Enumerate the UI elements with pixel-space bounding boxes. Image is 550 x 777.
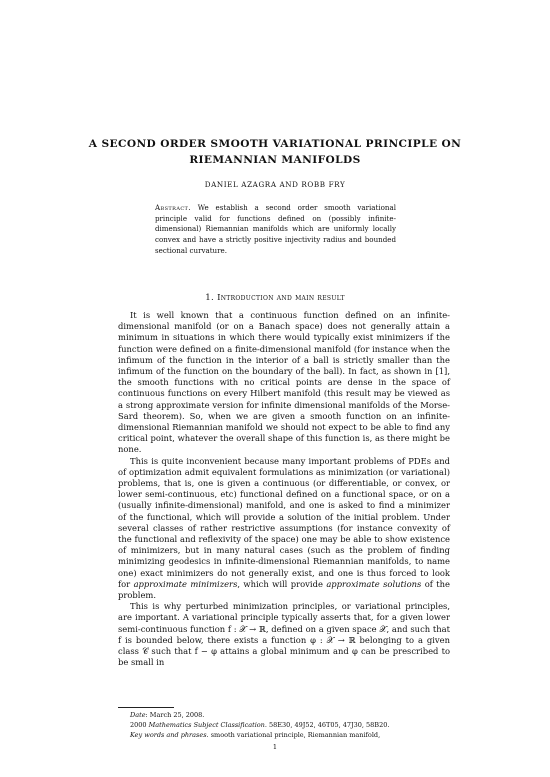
- footnote-msc-year: 2000: [130, 721, 147, 729]
- footnote-date: [118, 711, 450, 720]
- footnote-rule: [118, 707, 174, 708]
- footnote-keywords-value: smooth variational principle, Riemannian manifold,: [210, 731, 381, 739]
- footnote-msc: [118, 721, 450, 730]
- paragraph-2-emphasis-2: approximate solutions: [326, 578, 422, 589]
- footnote-date-value: : March 25, 2008.: [145, 711, 205, 719]
- authors: DANIEL AZAGRA AND ROBB FRY: [204, 180, 346, 189]
- paragraph-2-text-a: This is quite inconvenient because many important problems of PDEs and of optimization admit equivalent formulations as minimization (or variational) problems, that is, one is given a continuous (or differentiable, or convex, or lower semi-continuous, etc) functional defined on a functional space, or on a (usually infinite-dimensional) manifold, and one is asked to find a minimizer of the functional, which will provide a solution of the initial problem. Under several classes of rather restrictive assumptions (for instance convexity of the functional and reflexivity of the space) one may be able to show existence of minimizers, but in many natural cases (such as the problem of finding minimizing geodesics in infinite-dimensional Riemannian manifolds, to name one) exact minimizers do not generally exist, and one is thus forced to look for: [118, 455, 450, 589]
- paragraph-1: It is well known that a continuous function defined on an infinite-dimensional manifold (or on a Banach space) does not generally attain a minimum in situations in which there would typically exist minimizers if the function were defined on a finite-dimensional manifold (for instance when the infimum of the function in the interior of a ball is strictly smaller than the infimum of the function on the boundary of the ball). In fact, as shown in [1], the smooth functions with no critical points are dense in the space of continuous functions on every Hilbert manifold (this result may be viewed as a strong approximate version for infinite dimensional manifolds of the Morse-Sard theorem). So, when we are given a smooth function on an infinite-dimensional Riemannian manifold we should not expect to be able to find any critical point, whatever the overall shape of this function is, as there might be none.: [118, 310, 450, 455]
- paragraph-2-text-c: of the problem.: [118, 578, 450, 601]
- section-number: 1.: [205, 293, 215, 303]
- title-line-1: A SECOND ORDER SMOOTH VARIATIONAL PRINCIPLE ON: [88, 138, 462, 150]
- abstract-label: Abstract.: [155, 203, 191, 212]
- footnote-date-label: Date: [130, 711, 146, 719]
- section-heading: [60, 293, 490, 303]
- paragraph-2-text-b: , which will provide: [237, 578, 323, 589]
- paragraph-2-emphasis-1: approximate minimizers: [133, 578, 238, 589]
- paper-title: [60, 136, 490, 168]
- paragraph-3: This is why perturbed minimization principles, or variational principles, are important. A variational principle typically asserts that, for a given lower semi-continuous function f : 𝒳 → ℝ, defined on a given space 𝒳, and such that f is bounded below, there exists a function φ : 𝒳 → ℝ belonging to a given class 𝒞 such that f − φ attains a global minimum and φ can be prescribed to be small in: [118, 601, 450, 668]
- abstract: [155, 203, 396, 257]
- footnote-msc-label: Mathematics Subject Classification.: [148, 721, 267, 729]
- paragraph-2: [118, 456, 450, 602]
- abstract-text: We establish a second order smooth variational principle valid for functions defined on (possibly infinite-dimensional) Riemannian manifolds which are uniformly locally convex and have a strictly positive injectivity radius and bounded sectional curvature.: [155, 203, 396, 255]
- body-text: [118, 310, 450, 669]
- page-number: 1: [272, 743, 278, 751]
- title-line-2: RIEMANNIAN MANIFOLDS: [189, 154, 361, 166]
- section-title: Introduction and main result: [217, 293, 345, 303]
- footnote-keywords-label: Key words and phrases.: [130, 731, 209, 739]
- footnote-keywords: [118, 731, 450, 740]
- footnote-msc-value: 58E30, 49J52, 46T05, 47J30, 58B20.: [269, 721, 390, 729]
